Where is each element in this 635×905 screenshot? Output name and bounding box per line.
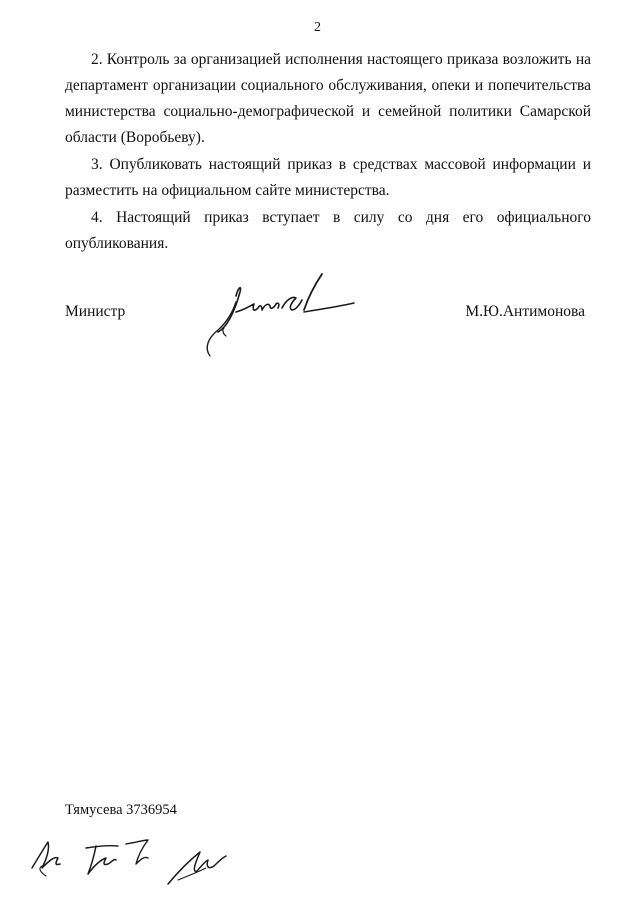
executor-info: Тямусева 3736954 xyxy=(65,802,177,818)
paragraph-3: 3. Опубликовать настоящий приказ в средствах массовой информации и разместить на официальном сайте министерства. xyxy=(65,156,591,199)
paragraph-2: 2. Контроль за организацией исполнения настоящего приказа возложить на департамент организации социального обслуживания, опеки и попечительства министерства социально-демографической и семейной политики Самарской области (Воробьеву). xyxy=(65,51,591,146)
signatory-title: Министр xyxy=(65,303,126,320)
document-body xyxy=(65,47,591,258)
paragraph-4: 4. Настоящий приказ вступает в силу со дня его официального опубликования. xyxy=(65,209,591,252)
handwritten-signature xyxy=(196,270,366,370)
initials-signatures xyxy=(28,828,258,898)
signatory-name: М.Ю.Антимонова xyxy=(465,303,585,320)
page-number: 2 xyxy=(314,20,321,35)
